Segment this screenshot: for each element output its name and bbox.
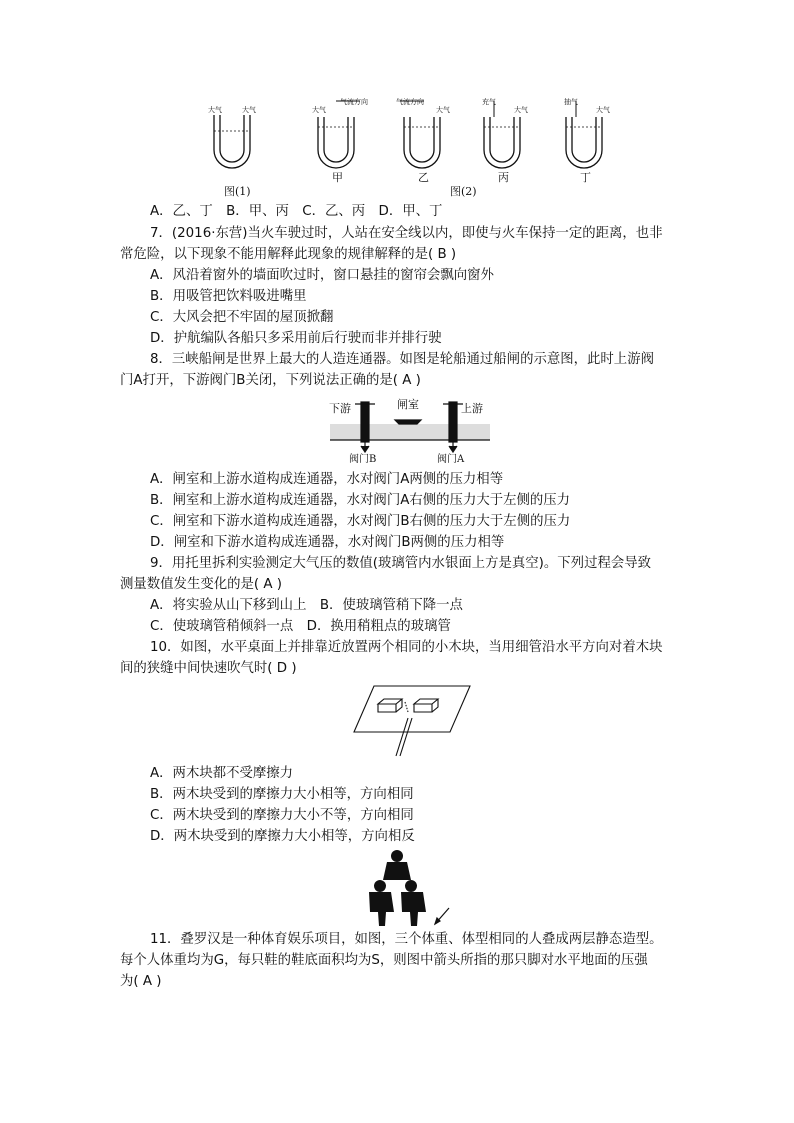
q10-stem-2: 间的狭缝中间快速吹气时( D ) [120,661,297,676]
label-atm: 大气 [514,106,528,114]
label-deflate: 抽气 [564,98,578,106]
q7-stem-1: 7．(2016·东营)当火车驶过时，人站在安全线以内，即使与火车保持一定的距离，也非 [150,226,663,241]
q11-stem-3: 为( A ) [120,974,162,989]
label-atm: 大气 [242,106,256,114]
q8-option-a: A．闸室和上游水道构成连通器，水对阀门A两侧的压力相等 [150,472,504,487]
q7-option-d: D．护航编队各船只多采用前后行驶而非并排行驶 [150,331,442,346]
label-airflow: 气流方向 [340,98,368,106]
label-chamber: 闸室 [397,398,419,411]
q8-option-b: B．闸室和上游水道构成连通器，水对阀门A右侧的压力大于左侧的压力 [150,493,571,508]
ship-lock-figure [325,396,495,464]
u-tube-figure [200,95,620,198]
q7-option-b: B．用吸管把饮料吸进嘴里 [150,289,307,304]
q8-option-c: C．闸室和下游水道构成连通器，水对阀门B右侧的压力大于左侧的压力 [150,514,571,529]
caption-bing: 丙 [498,171,509,184]
caption-yi: 乙 [418,171,429,184]
q6-options: A．乙、丁 B．甲、丙 C．乙、丙 D．甲、丁 [150,204,443,219]
wood-block-figure [350,684,475,760]
label-upstream: 上游 [461,402,483,415]
q10-option-d: D．两木块受到的摩擦力大小相等，方向相反 [150,829,415,844]
human-pyramid-figure [365,846,455,928]
label-inflate: 充气 [482,98,496,106]
label-atm: 大气 [208,106,222,114]
q8-stem-2: 门A打开，下游阀门B关闭，下列说法正确的是( A ) [120,373,421,388]
q8-stem-1: 8．三峡船闸是世界上最大的人造连通器。如图是轮船通过船闸的示意图，此时上游阀 [150,352,654,367]
human-pyramid-diagram [365,846,455,928]
caption-fig2: 图(2) [450,185,477,198]
u-tube-diagram [200,95,620,195]
q11-stem-2: 每个人体重均为G，每只鞋的鞋底面积均为S，则图中箭头所指的那只脚对水平地面的压强 [120,953,648,968]
caption-ding: 丁 [580,171,591,184]
q9-stem-2: 测量数值发生变化的是( A ) [120,577,283,592]
q7-stem-2: 常危险，以下现象不能用解释此现象的规律解释的是( B ) [120,247,457,262]
q8-option-d: D．闸室和下游水道构成连通器，水对阀门B两侧的压力相等 [150,535,505,550]
wood-block-diagram [350,684,475,760]
q10-option-a: A．两木块都不受摩擦力 [150,766,294,781]
caption-fig1: 图(1) [224,185,251,198]
q9-stem-1: 9．用托里拆利实验测定大气压的数值(玻璃管内水银面上方是真空)。下列过程会导致 [150,556,652,571]
q7-option-a: A．风沿着窗外的墙面吹过时，窗口悬挂的窗帘会飘向窗外 [150,268,494,283]
label-valve-a: 阀门A [437,454,465,465]
label-atm: 大气 [436,106,450,114]
label-airflow: 气流方向 [396,98,424,106]
label-atm: 大气 [312,106,326,114]
q10-stem-1: 10．如图，水平桌面上并排靠近放置两个相同的小木块，当用细管沿水平方向对着木块 [150,640,663,655]
label-downstream: 下游 [329,402,351,415]
q9-options-cd: C．使玻璃管稍倾斜一点 D．换用稍粗点的玻璃管 [150,619,451,634]
q10-option-c: C．两木块受到的摩擦力大小不等，方向相同 [150,808,414,823]
q7-option-c: C．大风会把不牢固的屋顶掀翻 [150,310,334,325]
q10-option-b: B．两木块受到的摩擦力大小相等，方向相同 [150,787,414,802]
label-atm: 大气 [596,106,610,114]
q9-options-ab: A．将实验从山下移到山上 B．使玻璃管稍下降一点 [150,598,463,613]
q11-stem-1: 11．叠罗汉是一种体育娱乐项目，如图，三个体重、体型相同的人叠成两层静态造型。 [150,932,663,947]
label-valve-b: 阀门B [349,454,377,465]
caption-jia: 甲 [332,171,343,184]
